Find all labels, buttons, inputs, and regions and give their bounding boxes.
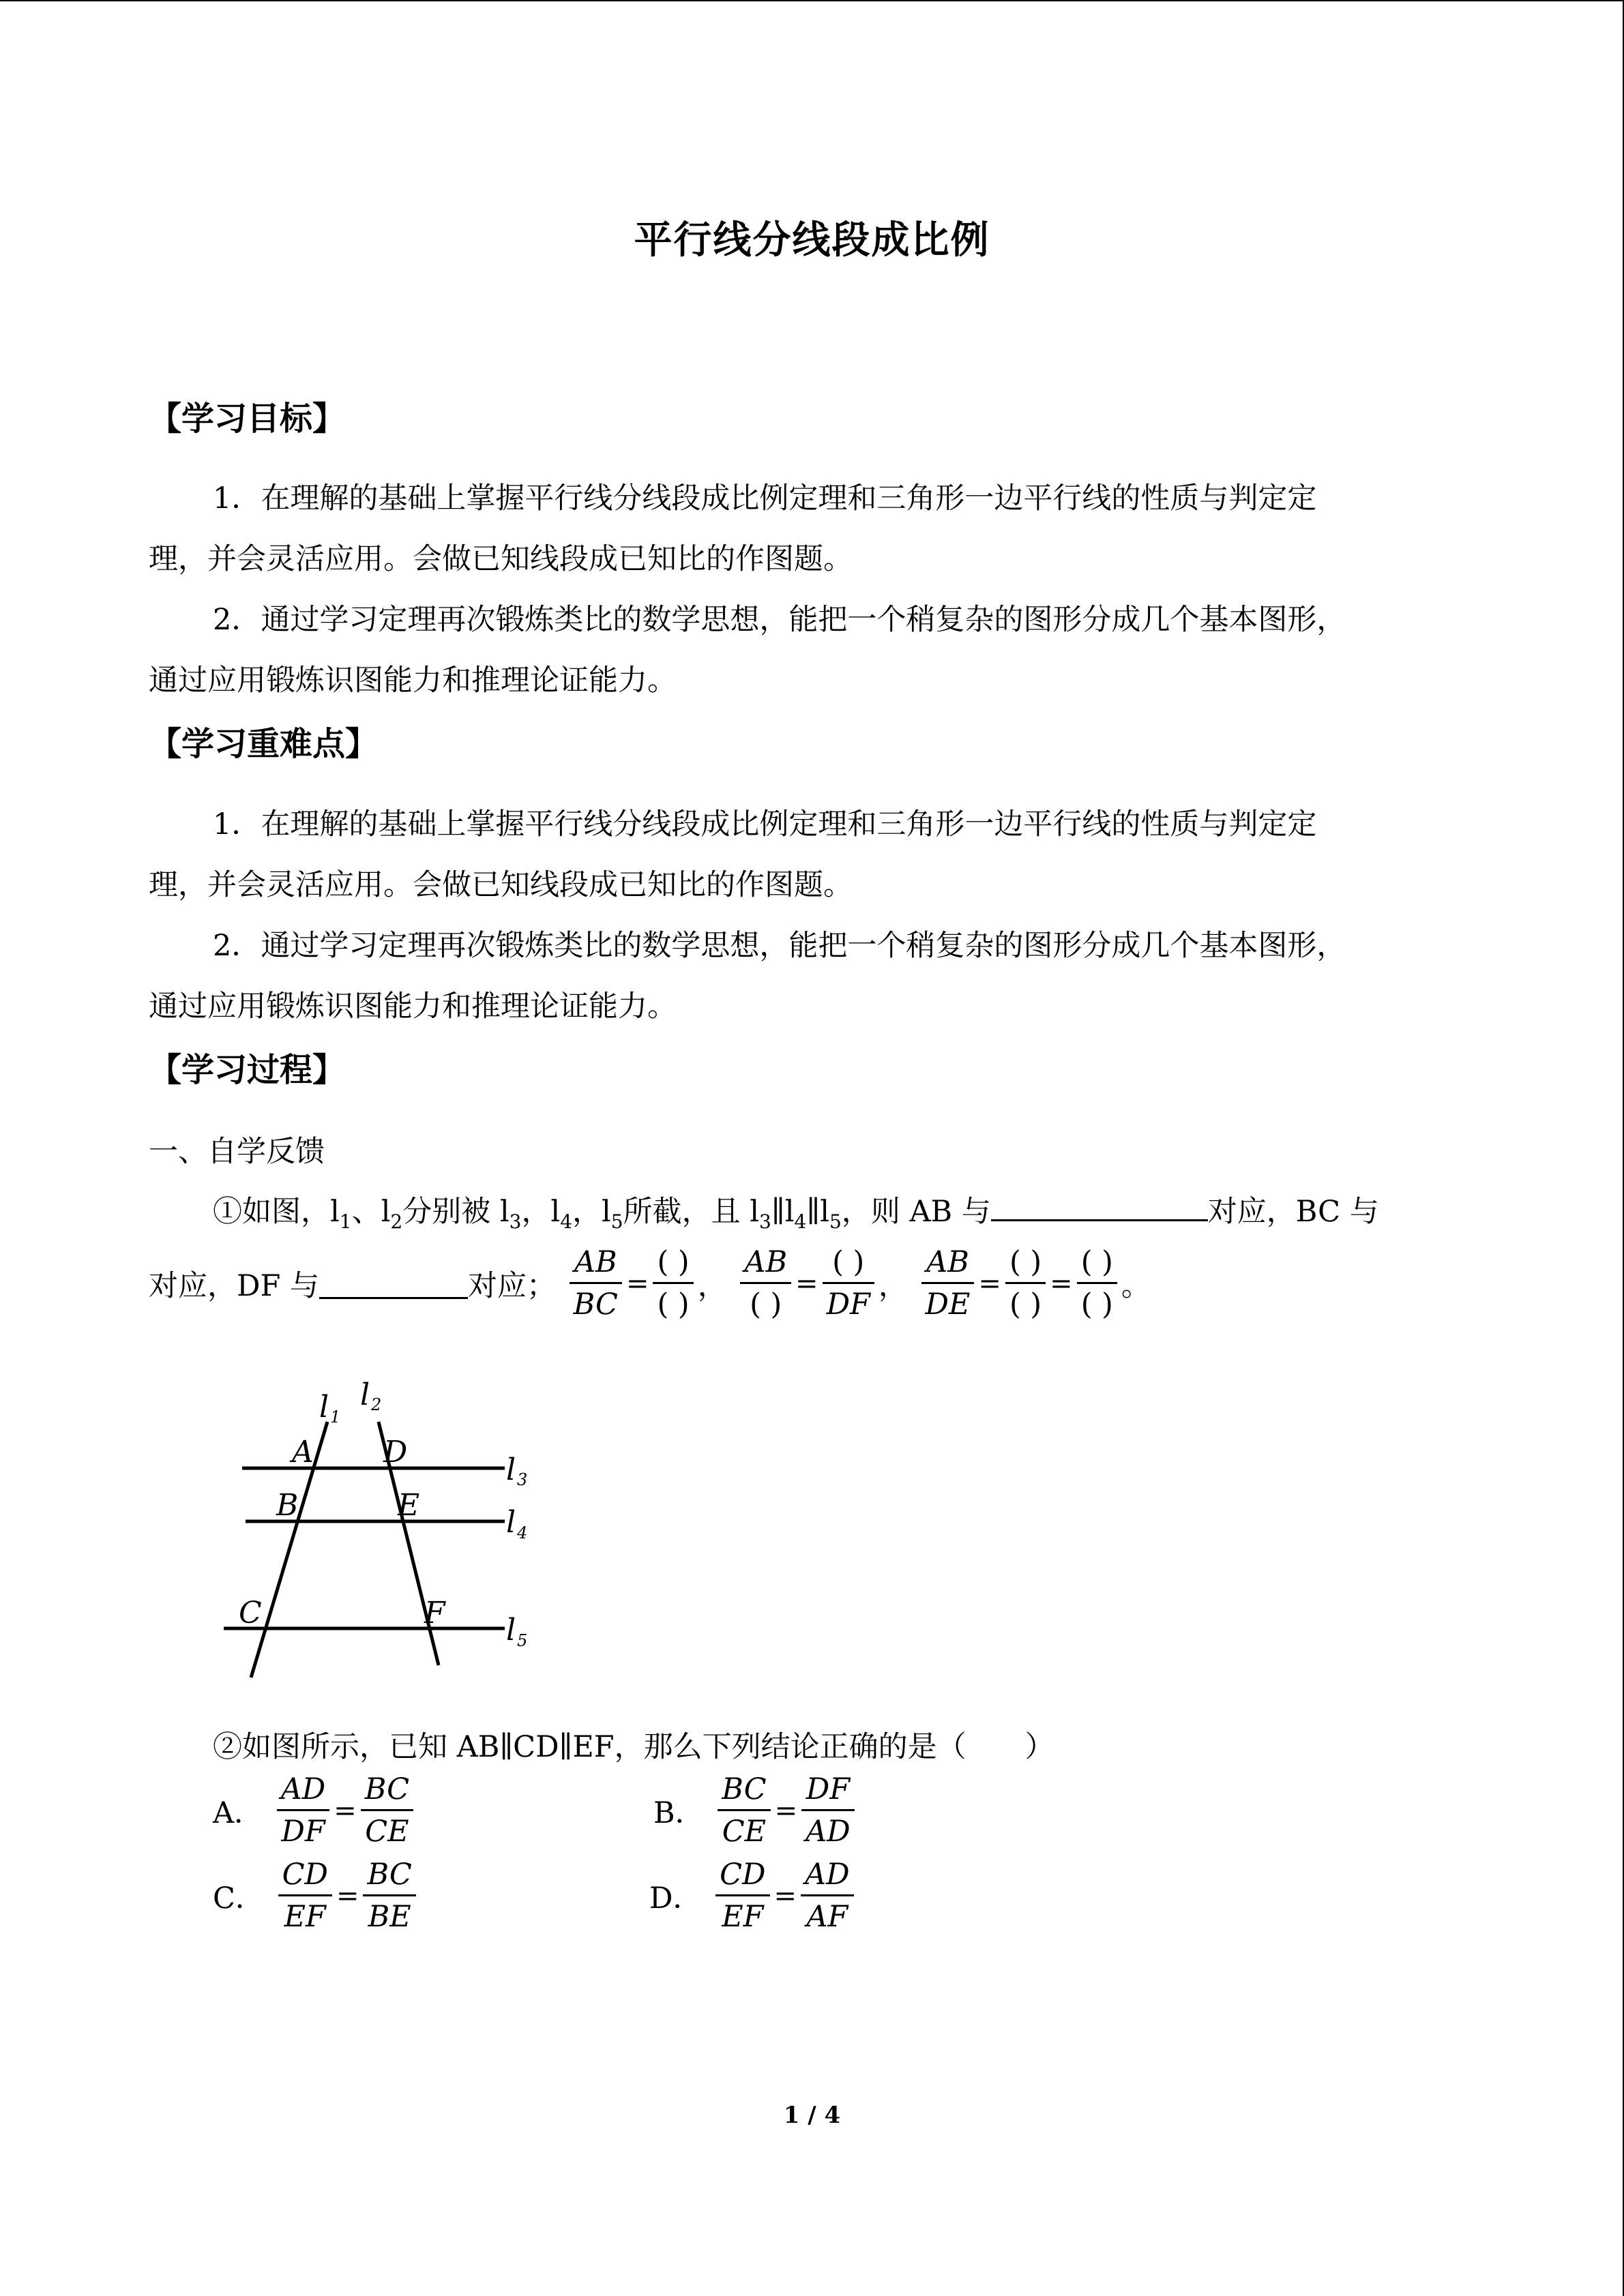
fraction-denominator: CE	[722, 1815, 767, 1849]
answer-blank[interactable]	[991, 1191, 1208, 1221]
heading-objectives: 【学习目标】	[149, 400, 346, 438]
label-sub: 3	[517, 1470, 528, 1489]
point-E: E	[398, 1488, 420, 1523]
q1-text-h: ∥l	[806, 1195, 829, 1229]
label-l: l	[506, 1613, 516, 1648]
fraction	[740, 1242, 791, 1325]
separator: ，	[878, 1269, 908, 1303]
q1-text-b: 、l	[351, 1195, 391, 1229]
equals-sign: =	[774, 1795, 798, 1827]
fraction-denominator: ( )	[657, 1287, 690, 1322]
fraction-denominator: EF	[284, 1900, 326, 1934]
keypoints-p1-line1: 1．在理解的基础上掌握平行线分线段成比例定理和三角形一边平行线的性质与判定定	[213, 807, 1317, 841]
objectives-p1-line2: 理，并会灵活应用。会做已知线段成已知比的作图题。	[149, 542, 853, 576]
point-A: A	[292, 1435, 314, 1470]
equals-sign: =	[978, 1268, 1001, 1300]
fraction	[801, 1770, 855, 1852]
fraction-denominator: ( )	[750, 1287, 782, 1322]
label-sub: 2	[371, 1395, 382, 1414]
fraction-numerator: BC	[718, 1770, 770, 1811]
fraction	[801, 1855, 854, 1937]
subscript: 5	[610, 1210, 623, 1233]
q1-text-line2-b: 对应；	[467, 1269, 556, 1303]
fraction-numerator: AB	[570, 1242, 622, 1284]
q2-option-d[interactable]	[649, 1855, 858, 1937]
label-sub: 5	[517, 1631, 528, 1650]
label-l: l	[506, 1452, 516, 1487]
fraction-numerator: ( )	[653, 1242, 693, 1284]
equals-sign: =	[773, 1880, 797, 1912]
fraction-numerator: ( )	[1077, 1242, 1117, 1284]
fraction-denominator: EF	[722, 1900, 764, 1934]
heading-process: 【学习过程】	[149, 1051, 346, 1089]
fraction-denominator: BE	[368, 1900, 411, 1934]
subsection-self-study: 一、自学反馈	[149, 1135, 325, 1169]
fraction-denominator: AF	[806, 1900, 848, 1934]
equals-sign: =	[334, 1795, 357, 1827]
fraction	[718, 1770, 770, 1852]
parallel-lines-figure	[205, 1371, 559, 1691]
fraction-numerator: AB	[921, 1242, 975, 1284]
subscript: 3	[759, 1210, 771, 1233]
answer-blank[interactable]	[319, 1268, 468, 1299]
page-title: 平行线分线段成比例	[634, 218, 990, 263]
q2-option-a[interactable]	[213, 1770, 417, 1852]
fraction-denominator: ( )	[1009, 1287, 1042, 1322]
objectives-p2-line1: 2．通过学习定理再次锻炼类比的数学思想，能把一个稍复杂的图形分成几个基本图形，	[213, 603, 1346, 637]
fraction	[363, 1855, 415, 1937]
fraction-numerator: DF	[801, 1770, 855, 1811]
point-F: F	[424, 1596, 445, 1630]
page-number: 1 / 4	[783, 2102, 841, 2129]
q1-line1	[213, 1189, 1379, 1233]
fraction	[277, 1770, 330, 1852]
q1-text-d: ，l	[521, 1195, 561, 1229]
q1-text-e: ，l	[572, 1195, 611, 1229]
heading-keypoints: 【学习重难点】	[149, 725, 379, 763]
q1-text-f: 所截，且 l	[623, 1195, 760, 1229]
fraction	[921, 1242, 975, 1325]
fraction-numerator: CD	[715, 1855, 769, 1896]
subscript: 1	[339, 1210, 352, 1233]
fraction-blank[interactable]	[1005, 1242, 1046, 1325]
fraction-numerator: CD	[278, 1855, 332, 1896]
subscript: 4	[560, 1210, 573, 1233]
q1-text-a: ①如图，l	[213, 1195, 340, 1229]
subscript: 5	[829, 1210, 842, 1233]
subscript: 2	[390, 1210, 403, 1233]
q1-line2	[149, 1242, 1151, 1325]
fraction-denominator: ( )	[1080, 1287, 1113, 1322]
q1-text-line2-a: 对应，DF 与	[149, 1269, 319, 1303]
objectives-p1-line1: 1．在理解的基础上掌握平行线分线段成比例定理和三角形一边平行线的性质与判定定	[213, 481, 1317, 516]
point-D: D	[383, 1435, 408, 1470]
fraction-numerator: BC	[361, 1770, 413, 1811]
period: 。	[1121, 1269, 1151, 1303]
point-C: C	[239, 1596, 262, 1630]
fraction-denominator: AD	[806, 1815, 851, 1849]
separator: ，	[697, 1269, 727, 1303]
equals-sign: =	[625, 1268, 649, 1300]
fraction-denominator: DF	[826, 1287, 870, 1322]
keypoints-p1-line2: 理，并会灵活应用。会做已知线段成已知比的作图题。	[149, 868, 853, 902]
fraction-numerator: AD	[277, 1770, 330, 1811]
fraction-blank[interactable]	[653, 1242, 693, 1325]
fraction-denominator: CE	[365, 1815, 409, 1849]
fraction-denominator: DE	[925, 1287, 971, 1322]
option-label: A．	[213, 1796, 264, 1830]
equals-sign: =	[336, 1880, 359, 1912]
fraction-numerator: ( )	[823, 1242, 874, 1284]
fraction-denominator: BC	[573, 1287, 618, 1322]
q1-text-c: 分别被 l	[402, 1195, 510, 1229]
option-label: D．	[649, 1881, 703, 1915]
fraction-numerator: BC	[363, 1855, 415, 1896]
subscript: 3	[509, 1210, 522, 1233]
q1-text-i: ，则 AB 与	[841, 1195, 991, 1229]
keypoints-p2-line1: 2．通过学习定理再次锻炼类比的数学思想，能把一个稍复杂的图形分成几个基本图形，	[213, 929, 1346, 963]
subscript: 4	[794, 1210, 807, 1233]
fraction	[278, 1855, 332, 1937]
q2-option-c[interactable]	[213, 1855, 420, 1937]
q1-text-j: 对应，BC 与	[1207, 1195, 1379, 1229]
q2-stem: ②如图所示，已知 AB∥CD∥EF，那么下列结论正确的是（ ）	[213, 1730, 1054, 1764]
label-l: l	[360, 1377, 370, 1412]
fraction-blank[interactable]	[823, 1242, 874, 1325]
label-sub: 4	[517, 1523, 528, 1542]
equals-sign: =	[1050, 1268, 1073, 1300]
fraction	[570, 1242, 622, 1325]
fraction-numerator: ( )	[1005, 1242, 1046, 1284]
fraction-denominator: DF	[281, 1815, 325, 1849]
equals-sign: =	[795, 1268, 818, 1300]
option-label: B．	[653, 1796, 705, 1830]
line-l1	[251, 1422, 327, 1678]
fraction	[715, 1855, 769, 1937]
fraction-numerator: AD	[801, 1855, 854, 1896]
keypoints-p2-line2: 通过应用锻炼识图能力和推理论证能力。	[149, 989, 677, 1024]
label-sub: 1	[330, 1407, 341, 1427]
objectives-p2-line2: 通过应用锻炼识图能力和推理论证能力。	[149, 664, 677, 698]
fraction	[361, 1770, 413, 1852]
fraction-blank[interactable]	[1077, 1242, 1117, 1325]
q2-option-b[interactable]	[653, 1770, 859, 1852]
q1-text-g: ∥l	[771, 1195, 795, 1229]
label-l: l	[319, 1390, 329, 1425]
label-l: l	[506, 1505, 516, 1540]
fraction-numerator: AB	[740, 1242, 791, 1284]
point-B: B	[276, 1488, 299, 1523]
option-label: C．	[213, 1881, 265, 1915]
